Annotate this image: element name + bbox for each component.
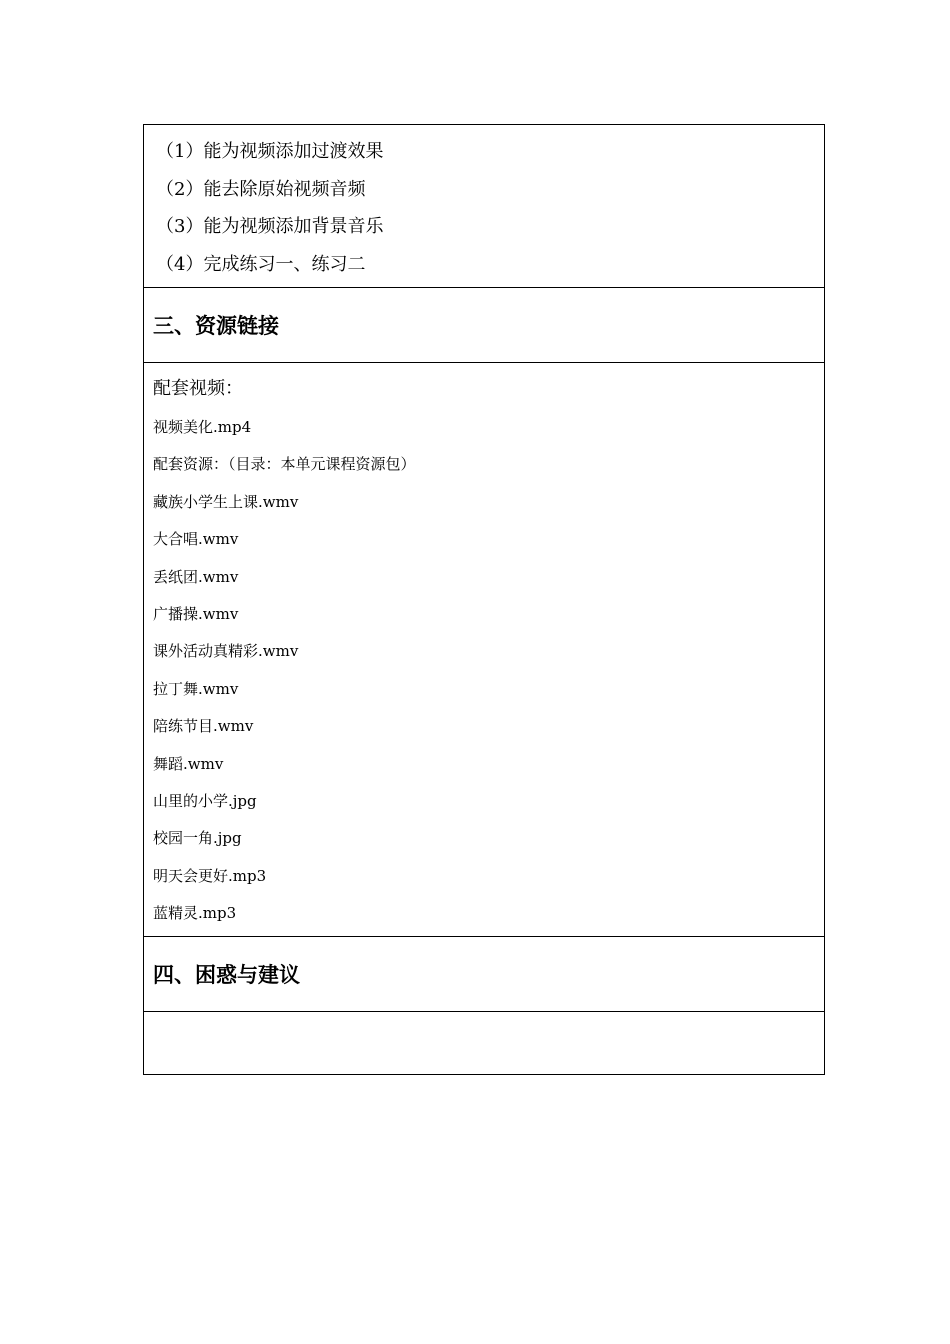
video-label: 配套视频： xyxy=(153,378,243,399)
resource-item: 藏族小学生上课.wmv xyxy=(153,492,299,511)
resources-cell xyxy=(144,363,824,937)
lesson-plan-table xyxy=(143,124,825,1075)
objective-item: （2）能去除原始视频音频 xyxy=(156,178,366,200)
resource-item: 明天会更好.mp3 xyxy=(153,866,267,885)
resource-item: 山里的小学.jpg xyxy=(153,791,257,810)
objective-item: （3）能为视频添加背景音乐 xyxy=(156,216,384,237)
resource-item: 课外活动真精彩.wmv xyxy=(153,642,299,661)
objective-item: （1）能为视频添加过渡效果 xyxy=(156,141,384,162)
objective-item: （4）完成练习一、练习二 xyxy=(156,253,366,275)
resource-item: 配套资源：（目录：本单元课程资源包） xyxy=(153,455,416,474)
resource-item: 广播操.wmv xyxy=(153,604,239,623)
section-title: 三、资源链接 xyxy=(153,314,279,338)
resource-item: 校园一角.jpg xyxy=(153,829,242,848)
section-heading-resources xyxy=(144,288,824,363)
objectives-cell xyxy=(144,125,824,288)
resource-item: 蓝精灵.mp3 xyxy=(153,904,237,923)
resource-item: 视频美化.mp4 xyxy=(153,418,252,436)
resource-item: 陪练节目.wmv xyxy=(153,717,254,736)
resource-item: 舞蹈.wmv xyxy=(153,754,224,773)
feedback-cell xyxy=(144,1012,824,1074)
resource-item: 丢纸团.wmv xyxy=(153,567,239,586)
section-title: 四、困惑与建议 xyxy=(153,963,300,987)
resource-item: 大合唱.wmv xyxy=(153,530,239,549)
resource-item: 拉丁舞.wmv xyxy=(153,679,239,698)
section-heading-feedback xyxy=(144,937,824,1012)
